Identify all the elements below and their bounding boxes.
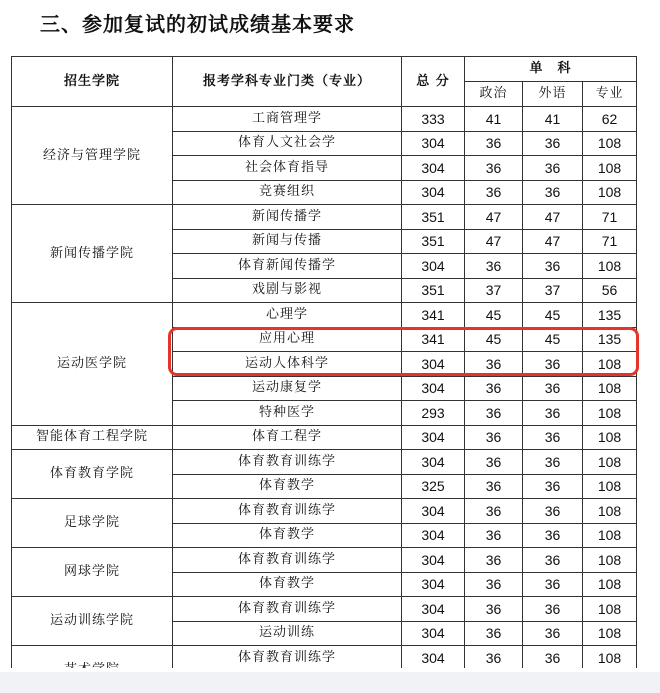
total-score-cell: 293: [402, 401, 465, 426]
header-politics: 政治: [465, 82, 523, 107]
major-cell: 体育教育训练学: [173, 499, 402, 524]
foreign-language-score-cell: 47: [523, 205, 583, 230]
table-row: [12, 205, 637, 230]
total-score-cell: 304: [402, 180, 465, 205]
major-cell: 体育教育训练学: [173, 646, 402, 671]
major-cell: 体育工程学: [173, 425, 402, 450]
politics-score-cell: 45: [465, 327, 523, 352]
table-row: [12, 450, 637, 475]
college-cell: 经济与管理学院: [12, 107, 173, 205]
major-cell: 社会体育指导: [173, 156, 402, 181]
politics-score-cell: 36: [465, 254, 523, 279]
foreign-language-score-cell: 37: [523, 278, 583, 303]
specialty-score-cell: 108: [583, 180, 637, 205]
header-college: 招生学院: [12, 57, 173, 107]
specialty-score-cell: 108: [583, 131, 637, 156]
table-row: [12, 548, 637, 573]
politics-score-cell: 47: [465, 205, 523, 230]
specialty-score-cell: 108: [583, 352, 637, 377]
major-cell: 体育教学: [173, 474, 402, 499]
major-cell: 应用心理: [173, 327, 402, 352]
total-score-cell: 351: [402, 205, 465, 230]
politics-score-cell: 36: [465, 156, 523, 181]
foreign-language-score-cell: 36: [523, 597, 583, 622]
politics-score-cell: 36: [465, 425, 523, 450]
total-score-cell: 304: [402, 548, 465, 573]
total-score-cell: 304: [402, 499, 465, 524]
foreign-language-score-cell: 41: [523, 107, 583, 132]
total-score-cell: 304: [402, 621, 465, 646]
major-cell: 运动人体科学: [173, 352, 402, 377]
major-cell: 新闻传播学: [173, 205, 402, 230]
header-specialty: 专业: [583, 82, 637, 107]
politics-score-cell: 36: [465, 131, 523, 156]
foreign-language-score-cell: 36: [523, 180, 583, 205]
foreign-language-score-cell: 45: [523, 327, 583, 352]
section-title: 三、参加复试的初试成绩基本要求: [40, 12, 355, 36]
table-row: [12, 597, 637, 622]
total-score-cell: 341: [402, 303, 465, 328]
foreign-language-score-cell: 36: [523, 450, 583, 475]
college-cell: 新闻传播学院: [12, 205, 173, 303]
specialty-score-cell: 56: [583, 278, 637, 303]
college-cell: 足球学院: [12, 499, 173, 548]
foreign-language-score-cell: 36: [523, 156, 583, 181]
major-cell: 体育教育训练学: [173, 548, 402, 573]
politics-score-cell: 36: [465, 474, 523, 499]
major-cell: 体育教育训练学: [173, 450, 402, 475]
foreign-language-score-cell: 36: [523, 572, 583, 597]
specialty-score-cell: 108: [583, 425, 637, 450]
table-row: [12, 499, 637, 524]
major-cell: 特种医学: [173, 401, 402, 426]
foreign-language-score-cell: 36: [523, 376, 583, 401]
foreign-language-score-cell: 36: [523, 646, 583, 671]
total-score-cell: 304: [402, 425, 465, 450]
total-score-cell: 304: [402, 523, 465, 548]
foreign-language-score-cell: 47: [523, 229, 583, 254]
foreign-language-score-cell: 36: [523, 474, 583, 499]
table-row: [12, 303, 637, 328]
table-body: [12, 107, 637, 693]
total-score-cell: 304: [402, 597, 465, 622]
politics-score-cell: 36: [465, 572, 523, 597]
major-cell: 戏剧与影视: [173, 278, 402, 303]
specialty-score-cell: 108: [583, 474, 637, 499]
foreign-language-score-cell: 36: [523, 621, 583, 646]
total-score-cell: 351: [402, 278, 465, 303]
politics-score-cell: 36: [465, 646, 523, 671]
total-score-cell: 304: [402, 572, 465, 597]
total-score-cell: 333: [402, 107, 465, 132]
politics-score-cell: 36: [465, 401, 523, 426]
politics-score-cell: 36: [465, 180, 523, 205]
major-cell: 工商管理学: [173, 107, 402, 132]
total-score-cell: 304: [402, 131, 465, 156]
table-row: [12, 646, 637, 671]
specialty-score-cell: 108: [583, 254, 637, 279]
foreign-language-score-cell: 36: [523, 499, 583, 524]
table-row: [12, 425, 637, 450]
politics-score-cell: 36: [465, 597, 523, 622]
politics-score-cell: 45: [465, 303, 523, 328]
header-total: 总 分: [402, 57, 465, 107]
specialty-score-cell: 108: [583, 156, 637, 181]
header-single-subject: 单 科: [465, 57, 637, 82]
major-cell: 运动康复学: [173, 376, 402, 401]
foreign-language-score-cell: 36: [523, 548, 583, 573]
politics-score-cell: 36: [465, 523, 523, 548]
politics-score-cell: 36: [465, 352, 523, 377]
foreign-language-score-cell: 36: [523, 254, 583, 279]
politics-score-cell: 36: [465, 499, 523, 524]
college-cell: 运动训练学院: [12, 597, 173, 646]
major-cell: 体育教学: [173, 523, 402, 548]
specialty-score-cell: 108: [583, 548, 637, 573]
politics-score-cell: 37: [465, 278, 523, 303]
total-score-cell: 304: [402, 376, 465, 401]
specialty-score-cell: 71: [583, 229, 637, 254]
header-major: 报考学科专业门类（专业）: [173, 57, 402, 107]
specialty-score-cell: 135: [583, 327, 637, 352]
bottom-strip: [0, 672, 660, 693]
college-cell: 体育教育学院: [12, 450, 173, 499]
specialty-score-cell: 108: [583, 499, 637, 524]
total-score-cell: 304: [402, 352, 465, 377]
college-cell: 网球学院: [12, 548, 173, 597]
major-cell: 心理学: [173, 303, 402, 328]
college-cell: 智能体育工程学院: [12, 425, 173, 450]
major-cell: 运动训练: [173, 621, 402, 646]
foreign-language-score-cell: 36: [523, 425, 583, 450]
politics-score-cell: 36: [465, 621, 523, 646]
foreign-language-score-cell: 36: [523, 523, 583, 548]
major-cell: 竞赛组织: [173, 180, 402, 205]
politics-score-cell: 36: [465, 450, 523, 475]
politics-score-cell: 36: [465, 548, 523, 573]
college-cell: 运动医学院: [12, 303, 173, 426]
major-cell: 体育新闻传播学: [173, 254, 402, 279]
table-header-row: [12, 57, 637, 82]
specialty-score-cell: 108: [583, 621, 637, 646]
specialty-score-cell: 108: [583, 450, 637, 475]
specialty-score-cell: 108: [583, 597, 637, 622]
total-score-cell: 341: [402, 327, 465, 352]
major-cell: 体育教育训练学: [173, 597, 402, 622]
score-requirements-table: [11, 56, 637, 693]
foreign-language-score-cell: 36: [523, 352, 583, 377]
total-score-cell: 325: [402, 474, 465, 499]
foreign-language-score-cell: 36: [523, 131, 583, 156]
politics-score-cell: 36: [465, 376, 523, 401]
specialty-score-cell: 108: [583, 646, 637, 671]
major-cell: 新闻与传播: [173, 229, 402, 254]
specialty-score-cell: 108: [583, 572, 637, 597]
total-score-cell: 304: [402, 254, 465, 279]
total-score-cell: 304: [402, 646, 465, 671]
specialty-score-cell: 62: [583, 107, 637, 132]
header-foreign-language: 外语: [523, 82, 583, 107]
specialty-score-cell: 108: [583, 523, 637, 548]
table-row: [12, 107, 637, 132]
total-score-cell: 304: [402, 450, 465, 475]
politics-score-cell: 47: [465, 229, 523, 254]
foreign-language-score-cell: 36: [523, 401, 583, 426]
specialty-score-cell: 108: [583, 376, 637, 401]
total-score-cell: 304: [402, 156, 465, 181]
total-score-cell: 351: [402, 229, 465, 254]
politics-score-cell: 41: [465, 107, 523, 132]
specialty-score-cell: 71: [583, 205, 637, 230]
foreign-language-score-cell: 45: [523, 303, 583, 328]
major-cell: 体育人文社会学: [173, 131, 402, 156]
specialty-score-cell: 108: [583, 401, 637, 426]
specialty-score-cell: 135: [583, 303, 637, 328]
major-cell: 体育教学: [173, 572, 402, 597]
